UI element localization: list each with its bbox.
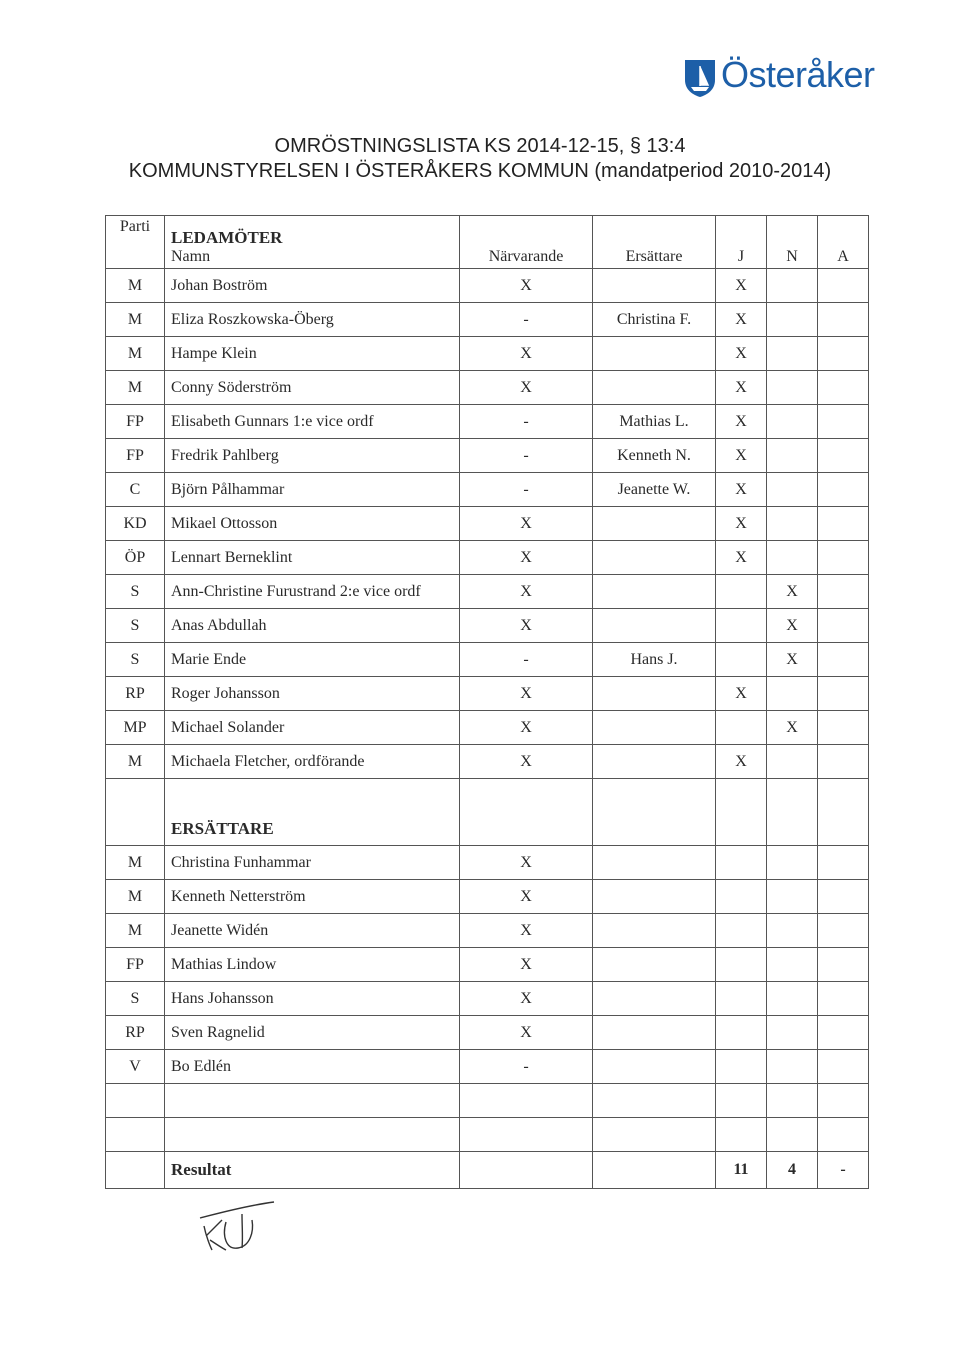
- substitute-cell: [593, 337, 716, 371]
- vote-n-cell: [767, 439, 818, 473]
- substitute-cell: [593, 371, 716, 405]
- substitute-cell: [593, 507, 716, 541]
- party-cell: M: [106, 846, 165, 880]
- namn-label: Namn: [171, 248, 211, 265]
- member-row: [106, 745, 869, 779]
- result-j-total: 11: [716, 1152, 767, 1189]
- member-row: [106, 507, 869, 541]
- vote-a-cell: [818, 269, 869, 303]
- empty-cell: [716, 880, 767, 914]
- name-cell: Ann-Christine Furustrand 2:e vice ordf: [165, 575, 460, 609]
- vote-a-cell: [818, 337, 869, 371]
- vote-n-cell: [767, 745, 818, 779]
- empty-cell: [106, 1084, 165, 1118]
- vote-n-cell: [767, 473, 818, 507]
- party-cell: M: [106, 337, 165, 371]
- name-cell: Kenneth Netterström: [165, 880, 460, 914]
- empty-cell: [767, 982, 818, 1016]
- name-cell: Mathias Lindow: [165, 948, 460, 982]
- vote-n-cell: [767, 507, 818, 541]
- empty-cell: [818, 779, 869, 846]
- empty-cell: [716, 1050, 767, 1084]
- vote-n-cell: X: [767, 711, 818, 745]
- document-subtitle: KOMMUNSTYRELSEN I ÖSTERÅKERS KOMMUN (mandatperiod 2010-2014): [128, 160, 832, 182]
- vote-j-cell: X: [716, 677, 767, 711]
- result-a-total: -: [818, 1152, 869, 1189]
- vote-n-cell: [767, 269, 818, 303]
- empty-cell: [716, 1084, 767, 1118]
- name-cell: Jeanette Widén: [165, 914, 460, 948]
- party-cell: [106, 779, 165, 846]
- empty-cell: [767, 846, 818, 880]
- result-label: Resultat: [171, 1160, 232, 1179]
- vote-n-cell: [767, 371, 818, 405]
- member-row: [106, 711, 869, 745]
- vote-j-cell: X: [716, 337, 767, 371]
- empty-cell: [593, 1016, 716, 1050]
- empty-cell: [593, 779, 716, 846]
- substitute-cell: [593, 269, 716, 303]
- vote-a-cell: [818, 473, 869, 507]
- substitutes-title-cell: [165, 779, 460, 846]
- substitute-cell: Christina F.: [593, 303, 716, 337]
- party-cell: ÖP: [106, 541, 165, 575]
- empty-cell: [818, 948, 869, 982]
- party-cell: M: [106, 371, 165, 405]
- empty-cell: [460, 779, 593, 846]
- present-cell: -: [460, 303, 593, 337]
- present-cell: X: [460, 269, 593, 303]
- name-cell: Roger Johansson: [165, 677, 460, 711]
- vote-n-cell: [767, 337, 818, 371]
- party-cell: S: [106, 982, 165, 1016]
- empty-cell: [593, 914, 716, 948]
- vote-j-cell: [716, 609, 767, 643]
- present-cell: X: [460, 507, 593, 541]
- present-cell: X: [460, 1016, 593, 1050]
- empty-cell: [593, 1118, 716, 1152]
- vote-j-cell: [716, 643, 767, 677]
- name-cell: Elisabeth Gunnars 1:e vice ordf: [165, 405, 460, 439]
- party-cell: S: [106, 643, 165, 677]
- vote-n-cell: X: [767, 575, 818, 609]
- substitute-row: [106, 914, 869, 948]
- present-cell: X: [460, 846, 593, 880]
- present-cell: -: [460, 643, 593, 677]
- party-cell: FP: [106, 948, 165, 982]
- substitute-row: [106, 948, 869, 982]
- party-cell: RP: [106, 677, 165, 711]
- name-cell: Lennart Berneklint: [165, 541, 460, 575]
- substitute-row: [106, 846, 869, 880]
- empty-cell: [593, 1050, 716, 1084]
- present-cell: X: [460, 677, 593, 711]
- party-cell: S: [106, 609, 165, 643]
- empty-cell: [818, 914, 869, 948]
- col-a: A: [818, 216, 869, 269]
- empty-cell: [460, 1152, 593, 1189]
- substitute-row: [106, 982, 869, 1016]
- empty-cell: [818, 1016, 869, 1050]
- vote-n-cell: X: [767, 643, 818, 677]
- present-cell: X: [460, 745, 593, 779]
- member-row: [106, 473, 869, 507]
- vote-j-cell: X: [716, 269, 767, 303]
- name-cell: Eliza Roszkowska-Öberg: [165, 303, 460, 337]
- member-row: [106, 643, 869, 677]
- vote-j-cell: X: [716, 745, 767, 779]
- vote-a-cell: [818, 677, 869, 711]
- empty-cell: [818, 1084, 869, 1118]
- present-cell: -: [460, 473, 593, 507]
- empty-cell: [818, 1050, 869, 1084]
- present-cell: X: [460, 711, 593, 745]
- name-cell: Conny Söderström: [165, 371, 460, 405]
- empty-cell: [818, 846, 869, 880]
- party-cell: FP: [106, 439, 165, 473]
- party-cell: RP: [106, 1016, 165, 1050]
- present-cell: -: [460, 439, 593, 473]
- member-row: [106, 405, 869, 439]
- brand-name: Österåker: [721, 54, 875, 95]
- vote-n-cell: [767, 405, 818, 439]
- vote-n-cell: [767, 541, 818, 575]
- name-cell: Johan Boström: [165, 269, 460, 303]
- present-cell: X: [460, 371, 593, 405]
- empty-cell: [716, 948, 767, 982]
- present-cell: -: [460, 405, 593, 439]
- substitutes-title: ERSÄTTARE: [171, 819, 274, 838]
- member-row: [106, 269, 869, 303]
- ledamoter-heading: LEDAMÖTER: [171, 228, 283, 247]
- empty-cell: [593, 880, 716, 914]
- vote-a-cell: [818, 507, 869, 541]
- substitute-cell: [593, 541, 716, 575]
- empty-cell: [716, 846, 767, 880]
- vote-n-cell: [767, 303, 818, 337]
- empty-cell: [716, 914, 767, 948]
- empty-cell: [818, 982, 869, 1016]
- empty-cell: [818, 880, 869, 914]
- empty-cell: [593, 948, 716, 982]
- empty-cell: [767, 914, 818, 948]
- substitute-cell: Kenneth N.: [593, 439, 716, 473]
- name-cell: Anas Abdullah: [165, 609, 460, 643]
- blank-row: [106, 1118, 869, 1152]
- substitute-cell: [593, 609, 716, 643]
- empty-cell: [716, 1118, 767, 1152]
- document-title: OMRÖSTNINGSLISTA KS 2014-12-15, § 13:4: [274, 135, 686, 157]
- vote-j-cell: X: [716, 507, 767, 541]
- name-cell: Christina Funhammar: [165, 846, 460, 880]
- name-cell: Michael Solander: [165, 711, 460, 745]
- vote-j-cell: X: [716, 541, 767, 575]
- col-j: J: [716, 216, 767, 269]
- substitute-cell: [593, 745, 716, 779]
- party-cell: M: [106, 745, 165, 779]
- party-cell: MP: [106, 711, 165, 745]
- name-cell: Bo Edlén: [165, 1050, 460, 1084]
- member-row: [106, 677, 869, 711]
- osteraker-logo: [683, 52, 893, 102]
- voting-table: [105, 215, 869, 1189]
- name-cell: Björn Pålhammar: [165, 473, 460, 507]
- member-row: [106, 371, 869, 405]
- vote-a-cell: [818, 745, 869, 779]
- vote-a-cell: [818, 439, 869, 473]
- party-cell: V: [106, 1050, 165, 1084]
- present-cell: X: [460, 609, 593, 643]
- blank-row: [106, 1084, 869, 1118]
- empty-cell: [767, 1084, 818, 1118]
- signature-initials: [196, 1196, 278, 1256]
- vote-a-cell: [818, 303, 869, 337]
- party-cell: M: [106, 269, 165, 303]
- name-cell: Sven Ragnelid: [165, 1016, 460, 1050]
- member-row: [106, 303, 869, 337]
- present-cell: X: [460, 948, 593, 982]
- substitute-cell: Mathias L.: [593, 405, 716, 439]
- col-n: N: [767, 216, 818, 269]
- party-cell: M: [106, 303, 165, 337]
- header-row: [106, 216, 869, 269]
- vote-a-cell: [818, 643, 869, 677]
- substitute-cell: [593, 575, 716, 609]
- name-cell: Michaela Fletcher, ordförande: [165, 745, 460, 779]
- vote-j-cell: X: [716, 405, 767, 439]
- party-cell: KD: [106, 507, 165, 541]
- party-cell: M: [106, 914, 165, 948]
- substitute-cell: [593, 711, 716, 745]
- name-cell: Hampe Klein: [165, 337, 460, 371]
- substitutes-header-row: [106, 779, 869, 846]
- vote-j-cell: [716, 575, 767, 609]
- present-cell: X: [460, 541, 593, 575]
- vote-j-cell: X: [716, 473, 767, 507]
- substitute-row: [106, 880, 869, 914]
- empty-cell: [767, 779, 818, 846]
- empty-cell: [593, 1084, 716, 1118]
- empty-cell: [593, 982, 716, 1016]
- empty-cell: [165, 1084, 460, 1118]
- member-row: [106, 541, 869, 575]
- vote-n-cell: X: [767, 609, 818, 643]
- vote-a-cell: [818, 541, 869, 575]
- empty-cell: [716, 779, 767, 846]
- member-row: [106, 337, 869, 371]
- coat-of-arms-icon: [683, 58, 717, 98]
- present-cell: X: [460, 337, 593, 371]
- member-row: [106, 575, 869, 609]
- col-ersattare: Ersättare: [593, 216, 716, 269]
- party-cell: M: [106, 880, 165, 914]
- vote-a-cell: [818, 371, 869, 405]
- empty-cell: [460, 1084, 593, 1118]
- substitute-cell: [593, 677, 716, 711]
- result-label-cell: [165, 1152, 460, 1189]
- empty-cell: [106, 1118, 165, 1152]
- present-cell: X: [460, 880, 593, 914]
- result-n-total: 4: [767, 1152, 818, 1189]
- party-cell: C: [106, 473, 165, 507]
- present-cell: X: [460, 914, 593, 948]
- empty-cell: [767, 1118, 818, 1152]
- present-cell: X: [460, 982, 593, 1016]
- col-narvarande: Närvarande: [460, 216, 593, 269]
- vote-a-cell: [818, 711, 869, 745]
- empty-cell: [165, 1118, 460, 1152]
- party-cell: [106, 1152, 165, 1189]
- empty-cell: [716, 1016, 767, 1050]
- empty-cell: [767, 1016, 818, 1050]
- empty-cell: [767, 880, 818, 914]
- empty-cell: [767, 1050, 818, 1084]
- substitute-cell: Hans J.: [593, 643, 716, 677]
- empty-cell: [716, 982, 767, 1016]
- empty-cell: [593, 846, 716, 880]
- party-cell: FP: [106, 405, 165, 439]
- col-namn: [165, 216, 460, 269]
- member-row: [106, 439, 869, 473]
- empty-cell: [767, 948, 818, 982]
- vote-a-cell: [818, 609, 869, 643]
- vote-j-cell: X: [716, 439, 767, 473]
- member-row: [106, 609, 869, 643]
- empty-cell: [460, 1118, 593, 1152]
- present-cell: -: [460, 1050, 593, 1084]
- party-cell: S: [106, 575, 165, 609]
- vote-j-cell: [716, 711, 767, 745]
- empty-cell: [593, 1152, 716, 1189]
- vote-j-cell: X: [716, 371, 767, 405]
- name-cell: Mikael Ottosson: [165, 507, 460, 541]
- vote-a-cell: [818, 575, 869, 609]
- substitute-row: [106, 1050, 869, 1084]
- present-cell: X: [460, 575, 593, 609]
- name-cell: Hans Johansson: [165, 982, 460, 1016]
- substitute-row: [106, 1016, 869, 1050]
- substitute-cell: Jeanette W.: [593, 473, 716, 507]
- vote-a-cell: [818, 405, 869, 439]
- vote-j-cell: X: [716, 303, 767, 337]
- name-cell: Fredrik Pahlberg: [165, 439, 460, 473]
- col-parti: Parti: [106, 216, 165, 269]
- result-row: [106, 1152, 869, 1189]
- vote-n-cell: [767, 677, 818, 711]
- name-cell: Marie Ende: [165, 643, 460, 677]
- empty-cell: [818, 1118, 869, 1152]
